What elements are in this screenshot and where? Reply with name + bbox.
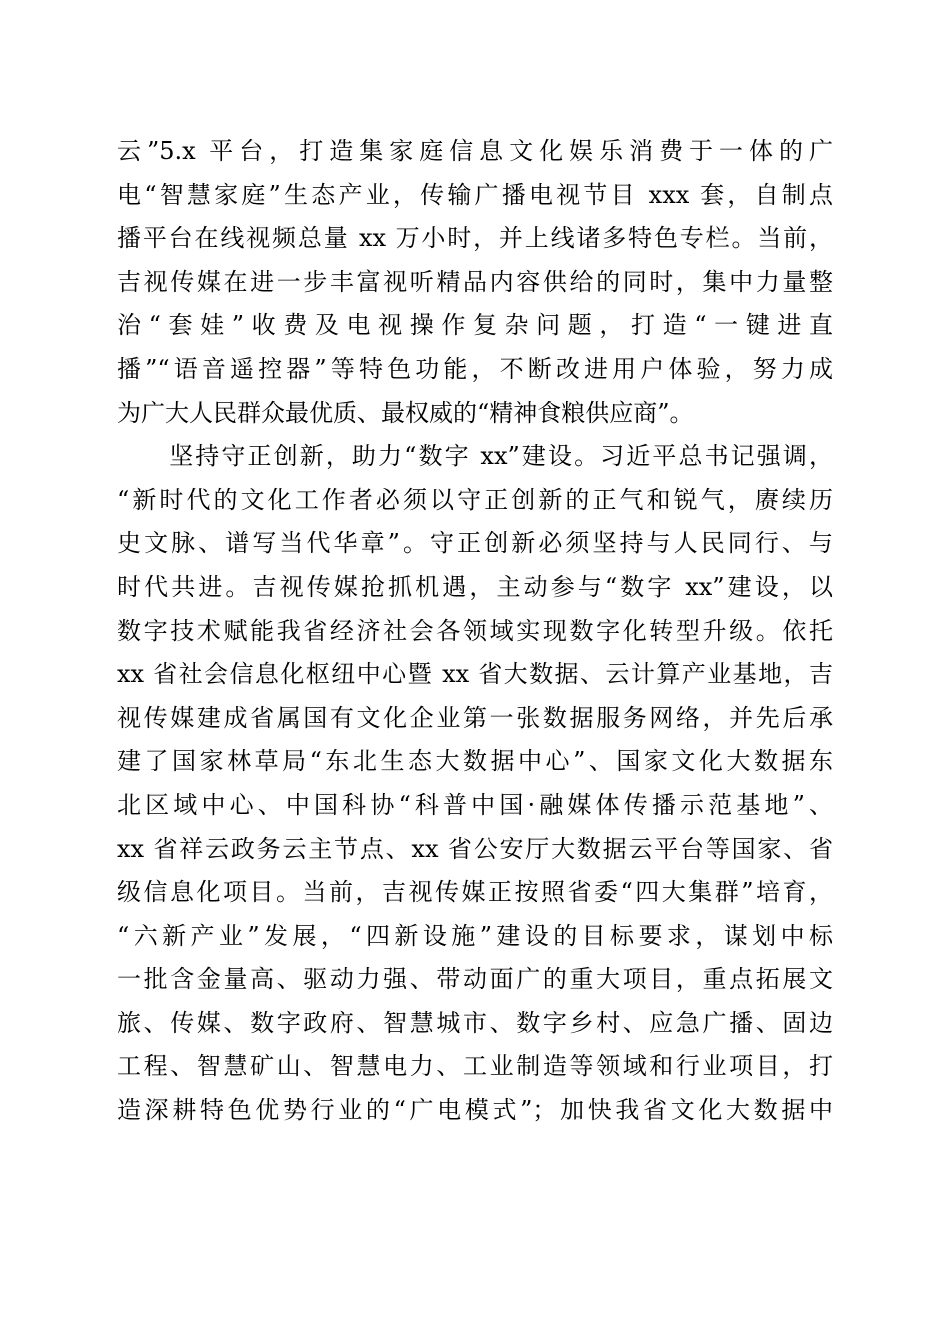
text-line-8: 坚持守正创新，助力“数字 xx”建设。习近平总书记强调， xyxy=(117,442,833,471)
text-line-4: 吉视传媒在进一步丰富视听精品内容供给的同时，集中力量整 xyxy=(117,267,833,296)
body-text xyxy=(117,130,833,1133)
text-line-23: 造深耕特色优势行业的“广电模式”；加快我省文化大数据中 xyxy=(117,1096,833,1125)
text-line-10: 史文脉、谱写当代华章”。守正创新必须坚持与人民同行、与 xyxy=(117,529,833,558)
text-line-1: 云”5.x 平台，打造集家庭信息文化娱乐消费于一体的广 xyxy=(117,137,833,165)
text-line-16: 北区域中心、中国科协“科普中国·融媒体传播示范基地”、 xyxy=(117,790,833,819)
text-line-9: “新时代的文化工作者必须以守正创新的正气和锐气，赓续历 xyxy=(117,485,833,514)
text-line-3: 播平台在线视频总量 xx 万小时，并上线诸多特色专栏。当前， xyxy=(117,224,833,253)
text-line-2: 电“智慧家庭”生态产业，传输广播电视节目 xxx 套，自制点 xyxy=(117,180,833,209)
text-line-21: 旅、传媒、数字政府、智慧城市、数字乡村、应急广播、固边 xyxy=(117,1008,833,1037)
text-line-7: 为广大人民群众最优质、最权威的“精神食粮供应商”。 xyxy=(117,398,694,427)
text-line-12: 数字技术赋能我省经济社会各领域实现数字化转型升级。依托 xyxy=(117,616,833,645)
text-line-20: 一批含金量高、驱动力强、带动面广的重大项目，重点拓展文 xyxy=(117,965,833,994)
text-line-22: 工程、智慧矿山、智慧电力、工业制造等领域和行业项目，打 xyxy=(117,1052,833,1081)
text-line-5: 治“套娃”收费及电视操作复杂问题，打造“一键进直 xyxy=(117,311,833,340)
text-line-15: 建了国家林草局“东北生态大数据中心”、国家文化大数据东 xyxy=(117,747,833,776)
text-line-14: 视传媒建成省属国有文化企业第一张数据服务网络，并先后承 xyxy=(117,703,833,732)
text-line-11: 时代共进。吉视传媒抢抓机遇，主动参与“数字 xx”建设，以 xyxy=(117,572,833,601)
text-line-17: xx 省祥云政务云主节点、xx 省公安厅大数据云平台等国家、省 xyxy=(117,834,833,863)
text-line-13: xx 省社会信息化枢纽中心暨 xx 省大数据、云计算产业基地，吉 xyxy=(117,660,833,689)
text-line-6: 播”“语音遥控器”等特色功能，不断改进用户体验，努力成 xyxy=(117,354,833,383)
text-line-19: “六新产业”发展，“四新设施”建设的目标要求，谋划中标 xyxy=(117,921,833,950)
text-line-18: 级信息化项目。当前，吉视传媒正按照省委“四大集群”培育， xyxy=(117,878,833,907)
